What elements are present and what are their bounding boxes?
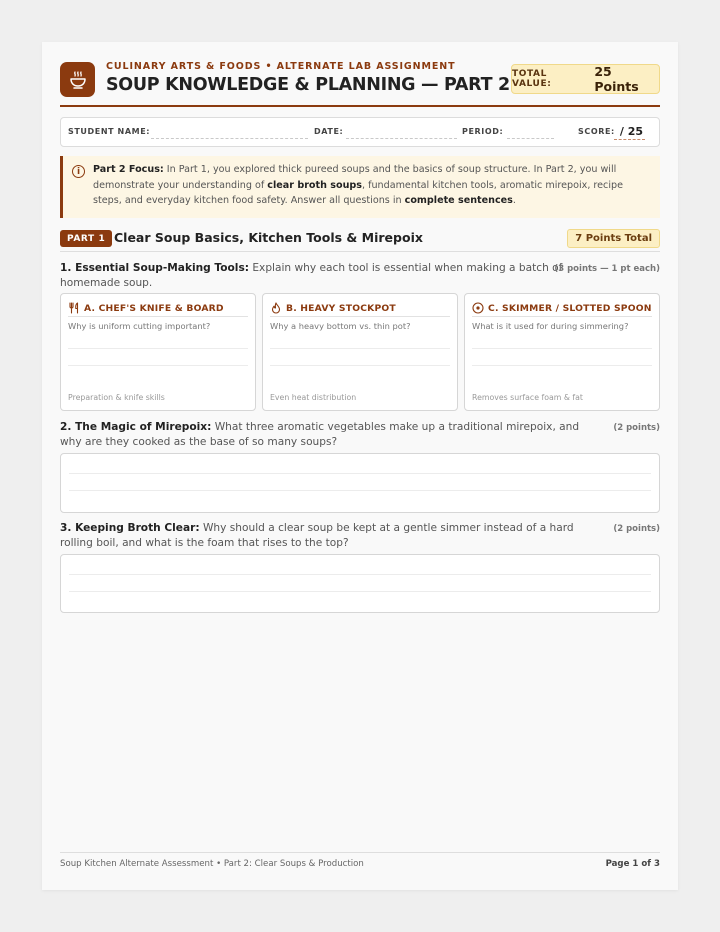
answer-line	[69, 473, 651, 474]
tool-card-footer: Preparation & knife skills	[68, 393, 165, 402]
question-2-points: (2 points)	[613, 423, 660, 433]
tool-card-prompt: What is it used for during simmering?	[472, 321, 629, 331]
tool-card-stockpot	[262, 293, 458, 411]
total-value-badge	[511, 64, 660, 94]
footer-divider	[60, 852, 660, 853]
focus-text-1: In Part 1, you explored thick pureed soups and the basics of soup structure. In Part 2, you will demonstrate your understanding of	[93, 164, 617, 191]
tool-card-title: B. HEAVY STOCKPOT	[286, 302, 396, 314]
part-title: Clear Soup Basics, Kitchen Tools & Mirepoix	[114, 230, 423, 245]
tool-card-knife	[60, 293, 256, 411]
skimmer-icon	[472, 299, 484, 318]
answer-line	[69, 591, 651, 592]
score-field[interactable]: / 25	[614, 125, 645, 140]
answer-line[interactable]	[472, 365, 652, 366]
tool-card-title: C. SKIMMER / SLOTTED SPOON	[488, 302, 652, 314]
tool-card-footer: Removes surface foam & fat	[472, 393, 583, 402]
focus-text	[93, 162, 648, 209]
score-label: SCORE:	[578, 127, 615, 136]
page-number: Page 1 of 3	[605, 859, 660, 869]
date-field[interactable]	[346, 138, 457, 139]
focus-bold-2: complete sentences	[404, 195, 513, 206]
focus-text-2: , fundamental kitchen tools, aromatic mirepoix, recipe steps, and everyday kitchen food safety. Answer all questions in	[93, 179, 623, 206]
question-2	[60, 420, 660, 449]
answer-line[interactable]	[68, 365, 248, 366]
course-kicker: CULINARY ARTS & FOODS • ALTERNATE LAB ASSIGNMENT	[106, 61, 456, 72]
question-1-lead: 1. Essential Soup-Making Tools:	[60, 262, 249, 274]
student-info-bar	[60, 117, 660, 147]
question-3-text: Why should a clear soup be kept at a gentle simmer instead of a hard rolling boil, and what is the foam that rises to the top?	[60, 522, 574, 549]
flame-icon	[270, 299, 282, 318]
soup-bowl-icon	[60, 62, 95, 97]
tool-card-prompt: Why a heavy bottom vs. thin pot?	[270, 321, 411, 331]
part-tag: PART 1	[60, 230, 112, 247]
question-2-answer-box[interactable]	[60, 453, 660, 513]
question-2-text: What three aromatic vegetables make up a traditional mirepoix, and why are they cooked as the base of so many soups?	[60, 421, 580, 448]
focus-bold-1: clear broth soups	[267, 179, 362, 191]
total-value-label: TOTAL VALUE:	[512, 69, 552, 89]
answer-line[interactable]	[68, 348, 248, 349]
header-divider	[60, 105, 660, 107]
tool-card-title: A. CHEF'S KNIFE & BOARD	[84, 302, 224, 314]
date-label: DATE:	[314, 127, 344, 136]
tool-card-prompt: Why is uniform cutting important?	[68, 321, 211, 331]
question-3-answer-box[interactable]	[60, 554, 660, 613]
part-focus-callout	[60, 156, 660, 218]
answer-line	[69, 574, 651, 575]
tool-card-skimmer	[464, 293, 660, 411]
question-3	[60, 521, 660, 550]
answer-line[interactable]	[270, 365, 450, 366]
tool-card-footer: Even heat distribution	[270, 393, 357, 402]
question-2-lead: 2. The Magic of Mirepoix:	[60, 421, 212, 433]
question-1	[60, 261, 660, 290]
student-name-label: STUDENT NAME:	[68, 127, 151, 136]
period-label: PERIOD:	[462, 127, 504, 136]
question-3-lead: 3. Keeping Broth Clear:	[60, 522, 200, 534]
answer-line[interactable]	[472, 348, 652, 349]
utensils-icon	[68, 299, 80, 318]
focus-text-3: .	[512, 195, 516, 206]
question-1-points: (3 points — 1 pt each)	[554, 264, 660, 274]
part-points-badge: 7 Points Total	[567, 229, 660, 248]
period-field[interactable]	[507, 138, 554, 139]
info-icon: i	[72, 165, 85, 178]
worksheet-page	[42, 42, 678, 890]
total-value: 25 Points	[594, 64, 639, 94]
question-3-points: (2 points)	[613, 524, 660, 534]
answer-line[interactable]	[270, 348, 450, 349]
answer-line	[69, 490, 651, 491]
student-name-field[interactable]	[151, 138, 308, 139]
part-divider	[60, 251, 660, 252]
question-1-text: Explain why each tool is essential when making a batch of homemade soup.	[60, 262, 563, 289]
page-title: SOUP KNOWLEDGE & PLANNING — PART 2	[106, 75, 510, 95]
focus-lead: Part 2 Focus:	[93, 164, 164, 175]
footer-title: Soup Kitchen Alternate Assessment • Part 2: Clear Soups & Production	[60, 859, 364, 869]
